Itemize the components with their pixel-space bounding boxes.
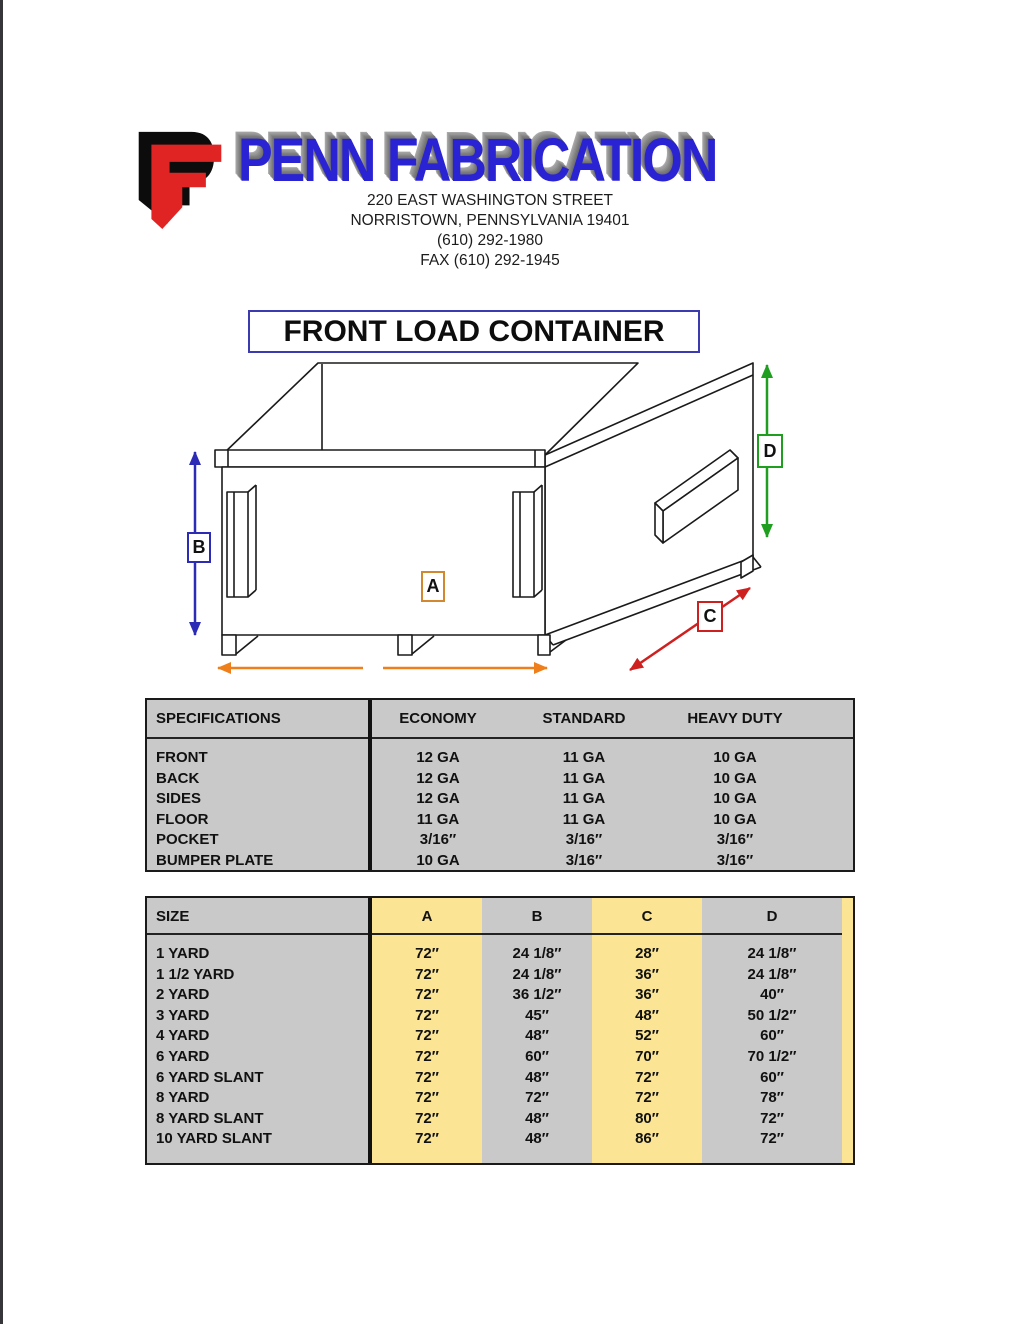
table-cell: 72″ [415, 1130, 439, 1148]
table-cell: 11 GA [562, 790, 606, 808]
table-cell: SIDES [156, 790, 202, 808]
scan-edge-strip [0, 0, 3, 1324]
table-column-divider [368, 898, 372, 1163]
table-cell: 1 1/2 YARD [156, 965, 235, 983]
table-cell: 70 1/2″ [747, 1047, 797, 1065]
table-cell: 40″ [760, 986, 784, 1004]
table-cell: 24 1/8″ [512, 945, 562, 962]
table-cell: 11 GA [562, 810, 606, 828]
table-row [147, 1068, 853, 1089]
table-cell: 72″ [525, 1089, 549, 1107]
table-cell: 3/16″ [565, 851, 603, 869]
table-cell: 72″ [415, 1068, 439, 1086]
table-cell: 24 1/8″ [512, 965, 562, 983]
table-cell: 70″ [635, 1047, 659, 1065]
table-row [147, 810, 853, 831]
table-row [147, 985, 853, 1006]
table-row [147, 769, 853, 790]
table-cell: 10 GA [713, 769, 757, 787]
table-cell: 8 YARD SLANT [156, 1109, 264, 1127]
table-cell: 36″ [635, 965, 659, 983]
table-cell: 72″ [415, 965, 439, 983]
table-cell: BACK [156, 769, 200, 787]
table-cell: 72″ [415, 1109, 439, 1127]
table-row [147, 851, 853, 872]
address-line: (610) 292-1980 [437, 232, 543, 249]
table-cell: 3/16″ [716, 851, 754, 869]
table-cell: BUMPER PLATE [156, 851, 274, 869]
pf-monogram-icon [126, 120, 244, 240]
size-table [145, 896, 855, 1165]
table-cell: 11 GA [416, 810, 460, 828]
table-cell: 60″ [760, 1027, 784, 1045]
table-cell: 36″ [635, 986, 659, 1004]
penn-fabrication-logo [126, 120, 244, 240]
size-table-body [147, 935, 853, 1150]
table-cell: 1 YARD [156, 945, 210, 962]
table-row [147, 1088, 853, 1109]
table-cell: 12 GA [416, 749, 460, 766]
table-cell: FLOOR [156, 810, 209, 828]
table-column-divider [368, 700, 372, 870]
table-cell: 72″ [415, 986, 439, 1004]
column-header: A [421, 908, 433, 925]
table-cell: 45″ [525, 1006, 549, 1024]
address-line: 220 EAST WASHINGTON STREET [366, 192, 614, 209]
dimension-label-a: A [421, 571, 445, 602]
table-cell: 3/16″ [565, 831, 603, 849]
column-header: B [531, 908, 543, 925]
address-line: NORRISTOWN, PENNSYLVANIA 19401 [350, 212, 630, 229]
address-line: FAX (610) 292-1945 [420, 252, 560, 269]
address-block [290, 191, 690, 271]
column-header-filler [808, 700, 853, 737]
dimension-arrow-c [630, 588, 750, 670]
table-row [147, 1026, 853, 1047]
table-cell: 3 YARD [156, 1006, 210, 1024]
table-cell: 10 GA [416, 851, 460, 869]
table-cell: 2 YARD [156, 986, 210, 1004]
table-cell: 3/16″ [419, 831, 457, 849]
table-cell: 12 GA [416, 769, 460, 787]
table-cell: 60″ [525, 1047, 549, 1065]
container-diagram-drawing [185, 355, 795, 690]
table-cell: 10 GA [713, 790, 757, 808]
column-header: C [641, 908, 653, 925]
table-cell: 50 1/2″ [747, 1006, 797, 1024]
table-cell: FRONT [156, 749, 208, 766]
table-cell: 86″ [635, 1130, 659, 1148]
table-cell: 36 1/2″ [512, 986, 562, 1004]
table-cell: 12 GA [416, 790, 460, 808]
table-cell: 10 GA [713, 810, 757, 828]
table-cell: 10 YARD SLANT [156, 1130, 272, 1148]
table-cell: 24 1/8″ [747, 945, 797, 962]
table-cell: 72″ [415, 1027, 439, 1045]
table-cell: 28″ [635, 945, 659, 962]
table-cell: 48″ [525, 1130, 549, 1148]
column-header: SIZE [156, 908, 190, 925]
table-row [147, 748, 853, 769]
table-cell: 52″ [635, 1027, 659, 1045]
specifications-table [145, 698, 855, 872]
table-cell: 72″ [760, 1109, 784, 1127]
table-cell: POCKET [156, 831, 219, 849]
table-cell: 48″ [525, 1109, 549, 1127]
spec-table-body [147, 739, 853, 872]
table-cell: 4 YARD [156, 1027, 210, 1045]
table-cell: 24 1/8″ [747, 965, 797, 983]
table-header-row [147, 700, 853, 739]
table-row [147, 789, 853, 810]
table-cell: 48″ [525, 1027, 549, 1045]
table-cell: 72″ [415, 945, 439, 962]
column-header: SPECIFICATIONS [156, 710, 281, 727]
table-cell: 6 YARD [156, 1047, 210, 1065]
table-cell: 72″ [635, 1068, 659, 1086]
dimension-label-c: C [697, 601, 723, 632]
dimension-label-d: D [757, 434, 783, 468]
table-cell: 11 GA [562, 769, 606, 787]
table-cell: 6 YARD SLANT [156, 1068, 264, 1086]
column-header: D [766, 908, 778, 925]
table-header-row [147, 898, 853, 935]
table-cell: 8 YARD [156, 1089, 210, 1107]
dimension-label-b: B [187, 532, 211, 563]
column-header: ECONOMY [399, 710, 477, 727]
table-cell: 48″ [525, 1068, 549, 1086]
table-cell: 72″ [415, 1089, 439, 1107]
table-cell: 48″ [635, 1006, 659, 1024]
column-header-filler [842, 898, 853, 935]
table-cell: 72″ [415, 1006, 439, 1024]
table-row [147, 1006, 853, 1027]
table-cell: 11 GA [562, 749, 606, 766]
table-cell: 72″ [415, 1047, 439, 1065]
table-row [147, 965, 853, 986]
column-header: STANDARD [542, 710, 626, 727]
table-row [147, 1047, 853, 1068]
table-cell: 60″ [760, 1068, 784, 1086]
table-cell: 10 GA [713, 749, 757, 766]
table-row [147, 1109, 853, 1130]
brand-title: PENN FABRICATION [238, 126, 717, 196]
table-cell: 72″ [760, 1130, 784, 1148]
page-title: FRONT LOAD CONTAINER [248, 310, 700, 353]
table-row [147, 830, 853, 851]
table-cell: 72″ [635, 1089, 659, 1107]
table-cell: 3/16″ [716, 831, 754, 849]
table-row [147, 1129, 853, 1150]
column-header: HEAVY DUTY [687, 710, 783, 727]
table-cell: 80″ [635, 1109, 659, 1127]
table-row [147, 944, 853, 965]
table-cell: 78″ [760, 1089, 784, 1107]
